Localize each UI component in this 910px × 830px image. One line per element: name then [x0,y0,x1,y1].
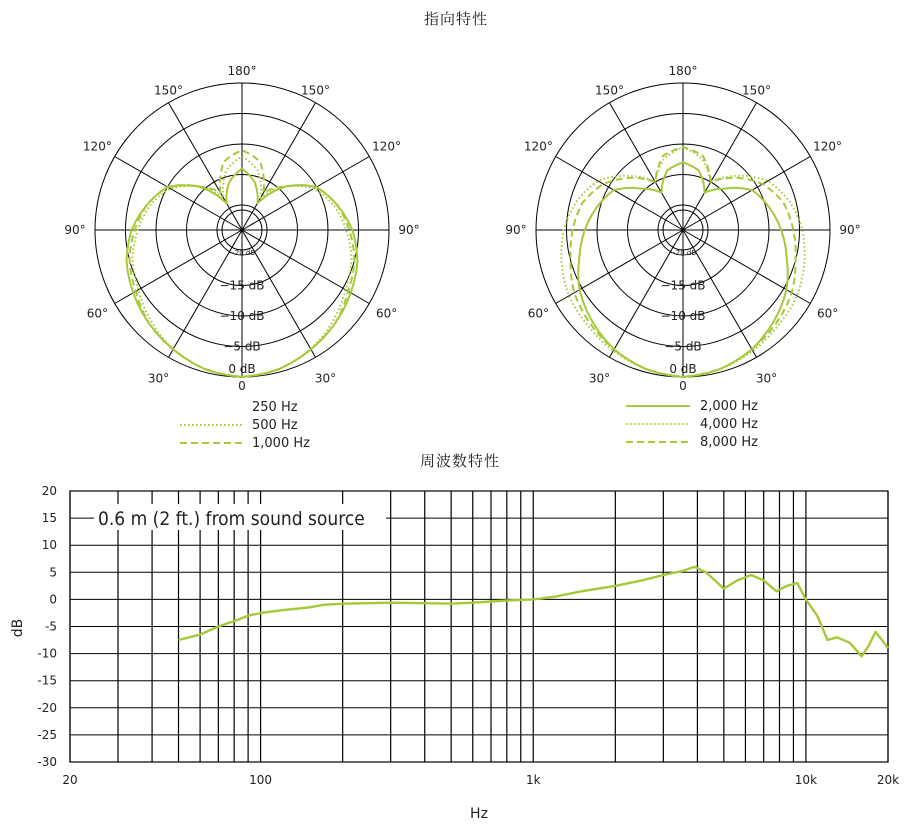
angle-label-0: 0 [679,379,687,393]
legend-label: 500 Hz [252,418,298,433]
angle-label-150l: 150° [595,83,624,98]
angle-label-0: 0 [238,379,246,393]
radial-label: −5 dB [223,339,261,354]
legend-label: 1,000 Hz [252,436,310,451]
radial-label: −15 dB [219,278,265,293]
legend-label: 4,000 Hz [700,417,758,432]
angle-label-30r: 30° [755,371,778,386]
angle-label-30r: 30° [314,371,337,386]
y-tick-label: -20 [37,700,57,715]
y-tick-label: 20 [41,484,57,498]
x-tick-label: 20 [62,773,78,787]
polar-spoke [242,103,316,230]
angle-label-60r: 60° [375,306,398,321]
polar-chart-high [505,64,860,393]
legend-label: 8,000 Hz [700,435,758,450]
angle-label-30l: 30° [588,371,611,386]
angle-label-150l: 150° [154,83,183,98]
y-tick-label: -5 [45,619,57,634]
radial-label: 0 dB [669,362,697,376]
angle-label-120l: 120° [523,139,553,154]
radial-label: −10 dB [660,309,706,323]
legend-label: 2,000 Hz [700,399,758,414]
y-tick-label: 10 [41,538,57,553]
x-tick-label: 1k [525,773,541,787]
y-tick-label: 5 [49,565,57,580]
angle-label-90l: 90° [505,223,527,237]
angle-label-90l: 90° [64,223,86,237]
angle-label-150r: 150° [301,83,330,98]
angle-label-120l: 120° [82,139,112,154]
angle-label-60l: 60° [86,306,109,321]
angle-label-150r: 150° [742,83,771,98]
radial-label: −20 dB [228,249,256,257]
y-tick-label: -30 [37,755,57,769]
polar-pattern-title: 指向特性 [424,10,489,28]
angle-label-90r: 90° [398,223,420,237]
angle-label-60r: 60° [816,306,839,321]
angle-label-30l: 30° [147,371,170,386]
y-tick-label: -25 [37,727,57,742]
radial-label: −15 dB [660,278,706,293]
y-tick-label: 0 [49,592,57,607]
y-tick-label: -10 [37,646,57,661]
radial-label: −20 dB [669,249,697,257]
angle-label-180: 180° [227,64,257,78]
legend-label: 250 Hz [252,400,298,415]
frequency-response-title: 周波数特性 [420,452,501,470]
angle-label-180: 180° [668,64,698,78]
angle-label-120r: 120° [813,139,843,154]
y-tick-label: 15 [41,511,57,526]
y-tick-label: -15 [37,673,57,688]
x-tick-label: 100 [249,773,273,787]
frequency-response-chart [10,484,899,822]
radial-label: −5 dB [664,339,702,354]
legend-low [180,400,310,451]
x-axis-label: Hz [470,806,488,822]
legend-high [626,399,758,450]
radial-label: −10 dB [219,309,265,323]
radial-label: 0 dB [228,362,256,376]
polar-chart-low [64,64,419,393]
x-tick-label: 20k [876,773,900,787]
annotation-text: 0.6 m (2 ft.) from sound source [98,508,365,530]
x-tick-label: 10k [794,773,818,787]
angle-label-90r: 90° [839,223,861,237]
angle-label-120r: 120° [372,139,402,154]
angle-label-60l: 60° [527,306,550,321]
y-axis-label: dB [10,618,26,638]
